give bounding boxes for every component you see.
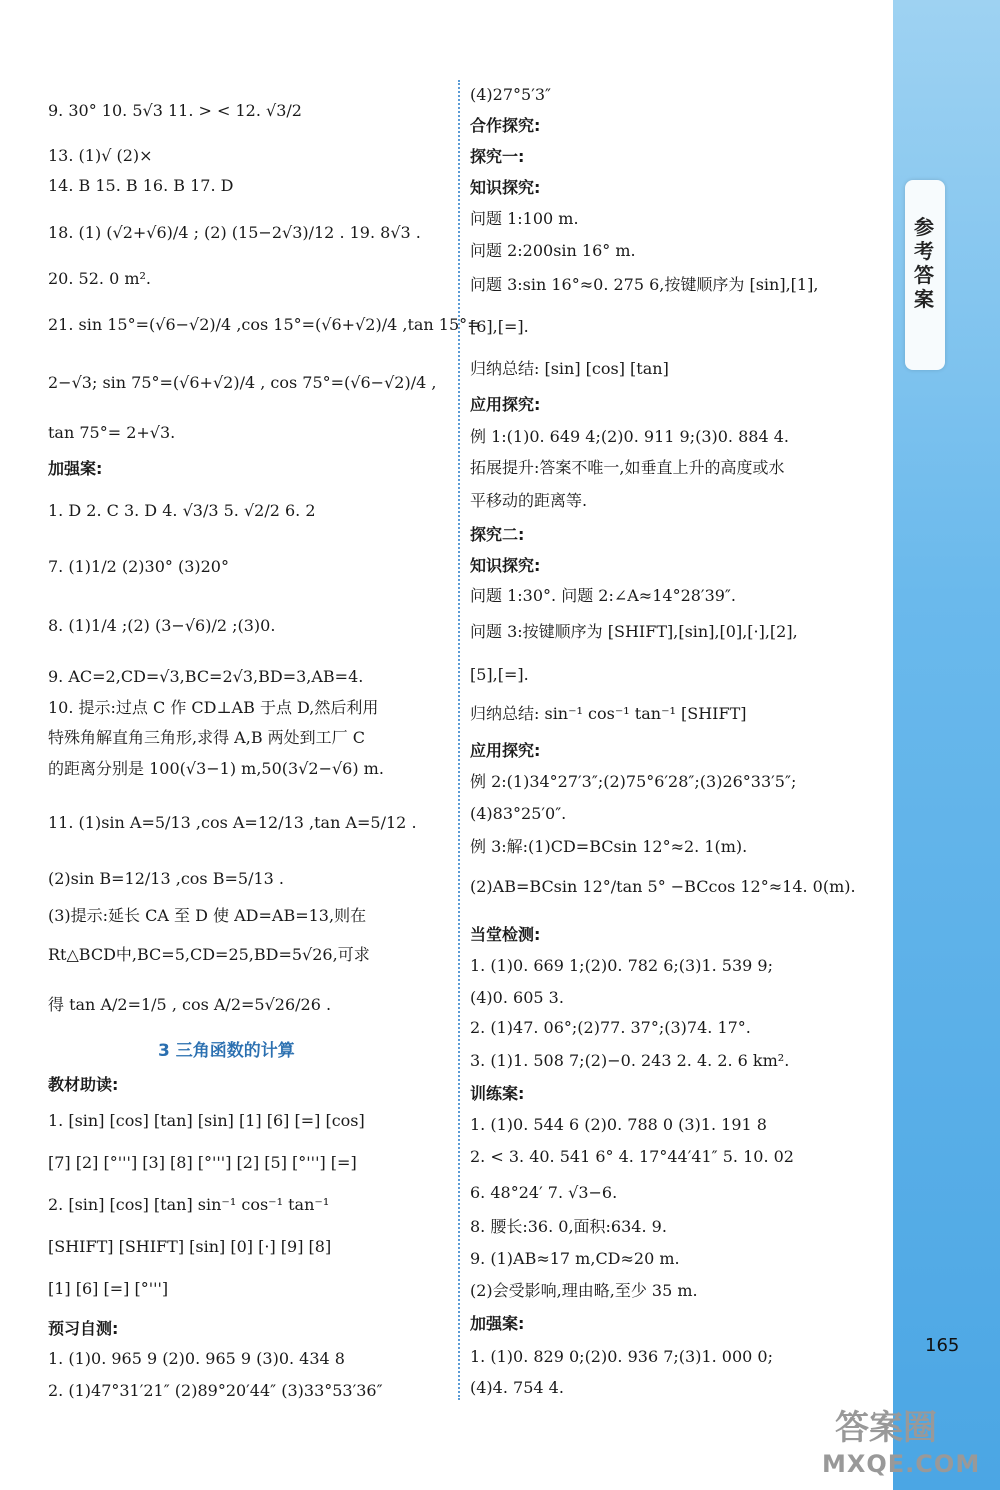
section-heading: 加强案: (470, 1314, 525, 1333)
watermark-url: MXQE.COM (822, 1450, 981, 1478)
answer-line: 例 2:(1)34°27′3″;(2)75°6′28″;(3)26°33′5″; (470, 772, 797, 791)
answer-line: [7] [2] [°'''] [3] [8] [°'''] [2] [5] [°'''] [=] (48, 1153, 357, 1172)
answer-line: 例 3:解:(1)CD=BCsin 12°≈2. 1(m). (470, 837, 748, 856)
answer-line: 18. (1) (√2+√6)/4 ; (2) (15−2√3)/12 . 19. 8√3 . (48, 223, 421, 242)
answer-line: 9. (1)AB≈17 m,CD≈20 m. (470, 1249, 680, 1268)
answer-line: Rt△BCD中,BC=5,CD=25,BD=5√26,可求 (48, 945, 370, 964)
answer-line: 11. (1)sin A=5/13 ,cos A=12/13 ,tan A=5/12 . (48, 813, 417, 832)
answer-line: 2. [sin] [cos] [tan] sin⁻¹ cos⁻¹ tan⁻¹ (48, 1195, 330, 1214)
section-heading: 探究二: (470, 525, 525, 544)
answer-line: tan 75°= 2+√3. (48, 423, 176, 442)
section-heading: 加强案: (48, 459, 103, 478)
answer-line: 8. (1)1/4 ;(2) (3−√6)/2 ;(3)0. (48, 616, 276, 635)
section-heading: 应用探究: (470, 395, 541, 414)
answer-line: (3)提示:延长 CA 至 D 使 AD=AB=13,则在 (48, 906, 367, 925)
answer-line: 归纳总结: sin⁻¹ cos⁻¹ tan⁻¹ [SHIFT] (470, 704, 747, 723)
section-heading: 预习自测: (48, 1319, 119, 1338)
answer-line: (4)27°5′3″ (470, 85, 551, 104)
section-heading: 知识探究: (470, 556, 541, 575)
answer-line: (2)sin B=12/13 ,cos B=5/13 . (48, 869, 284, 888)
answer-line: 20. 52. 0 m². (48, 269, 151, 288)
answer-line: 1. D 2. C 3. D 4. √3/3 5. √2/2 6. 2 (48, 501, 316, 520)
answer-line: 问题 3:按键顺序为 [SHIFT],[sin],[0],[·],[2], (470, 622, 798, 641)
section-heading: 知识探究: (470, 178, 541, 197)
section-heading: 当堂检测: (470, 925, 541, 944)
answer-line: 13. (1)√ (2)× (48, 146, 153, 165)
answer-line: 3. (1)1. 508 7;(2)−0. 243 2. 4. 2. 6 km². (470, 1051, 790, 1070)
section-heading: 训练案: (470, 1084, 525, 1103)
section-heading: 探究一: (470, 147, 525, 166)
answer-line: (2)会受影响,理由略,至少 35 m. (470, 1281, 698, 1300)
answer-line: 问题 1:30°. 问题 2:∠A≈14°28′39″. (470, 586, 736, 605)
answer-line: 例 1:(1)0. 649 4;(2)0. 911 9;(3)0. 884 4. (470, 427, 789, 446)
answer-line: [1] [6] [=] [°'''] (48, 1279, 169, 1298)
answer-line: (4)83°25′0″. (470, 804, 567, 823)
answer-line: (4)0. 605 3. (470, 988, 564, 1007)
answer-line: 6. 48°24′ 7. √3−6. (470, 1183, 618, 1202)
answer-line: 21. sin 15°=(√6−√2)/4 ,cos 15°=(√6+√2)/4 ,tan 15°= (48, 315, 481, 334)
answer-line: [5],[=]. (470, 665, 529, 684)
answer-line: 2. (1)47°31′21″ (2)89°20′44″ (3)33°53′36″ (48, 1381, 383, 1400)
section-heading: 合作探究: (470, 116, 541, 135)
answer-line: 2−√3; sin 75°=(√6+√2)/4 , cos 75°=(√6−√2)/4 , (48, 373, 437, 392)
answer-line: 1. (1)0. 669 1;(2)0. 782 6;(3)1. 539 9; (470, 956, 773, 975)
answer-line: 1. [sin] [cos] [tan] [sin] [1] [6] [=] [cos] (48, 1111, 365, 1130)
reference-answers-label: 参考答案 (914, 215, 934, 311)
answer-line: 问题 2:200sin 16° m. (470, 241, 636, 260)
answer-line: 14. B 15. B 16. B 17. D (48, 176, 234, 195)
answer-line: 1. (1)0. 965 9 (2)0. 965 9 (3)0. 434 8 (48, 1349, 345, 1368)
answer-line: 特殊角解直角三角形,求得 A,B 两处到工厂 C (48, 728, 365, 747)
section-heading: 教材助读: (48, 1075, 119, 1094)
watermark-logo-text: 答案圈 (835, 1408, 937, 1448)
answer-line: 平移动的距离等. (470, 491, 588, 510)
column-divider (458, 80, 460, 1400)
page-number: 165 (925, 1335, 960, 1356)
answer-line: 的距离分别是 100(√3−1) m,50(3√2−√6) m. (48, 759, 384, 778)
answer-line: (2)AB=BCsin 12°/tan 5° −BCcos 12°≈14. 0(m). (470, 877, 856, 896)
answer-line: [6],[=]. (470, 317, 529, 336)
answer-line: 1. (1)0. 829 0;(2)0. 936 7;(3)1. 000 0; (470, 1347, 773, 1366)
answer-line: 问题 1:100 m. (470, 209, 579, 228)
answer-line: 拓展提升:答案不唯一,如垂直上升的高度或水 (470, 458, 785, 477)
answer-line: 归纳总结: [sin] [cos] [tan] (470, 359, 669, 378)
section-heading: 应用探究: (470, 741, 541, 760)
answer-line: 9. 30° 10. 5√3 11. > < 12. √3/2 (48, 101, 302, 120)
answer-line: 问题 3:sin 16°≈0. 275 6,按键顺序为 [sin],[1], (470, 275, 819, 294)
answer-line: 10. 提示:过点 C 作 CD⊥AB 于点 D,然后利用 (48, 698, 379, 717)
answer-line: 9. AC=2,CD=√3,BC=2√3,BD=3,AB=4. (48, 667, 364, 686)
answer-line: 2. < 3. 40. 541 6° 4. 17°44′41″ 5. 10. 02 (470, 1147, 794, 1166)
answer-line: [SHIFT] [SHIFT] [sin] [0] [·] [9] [8] (48, 1237, 332, 1256)
chapter-title: 3 三角函数的计算 (158, 1041, 295, 1061)
answer-line: 8. 腰长:36. 0,面积:634. 9. (470, 1217, 667, 1236)
answer-line: 7. (1)1/2 (2)30° (3)20° (48, 557, 229, 576)
answer-line: 得 tan A/2=1/5 , cos A/2=5√26/26 . (48, 995, 332, 1014)
answer-line: 2. (1)47. 06°;(2)77. 37°;(3)74. 17°. (470, 1018, 751, 1037)
answer-line: 1. (1)0. 544 6 (2)0. 788 0 (3)1. 191 8 (470, 1115, 767, 1134)
answer-line: (4)4. 754 4. (470, 1378, 564, 1397)
